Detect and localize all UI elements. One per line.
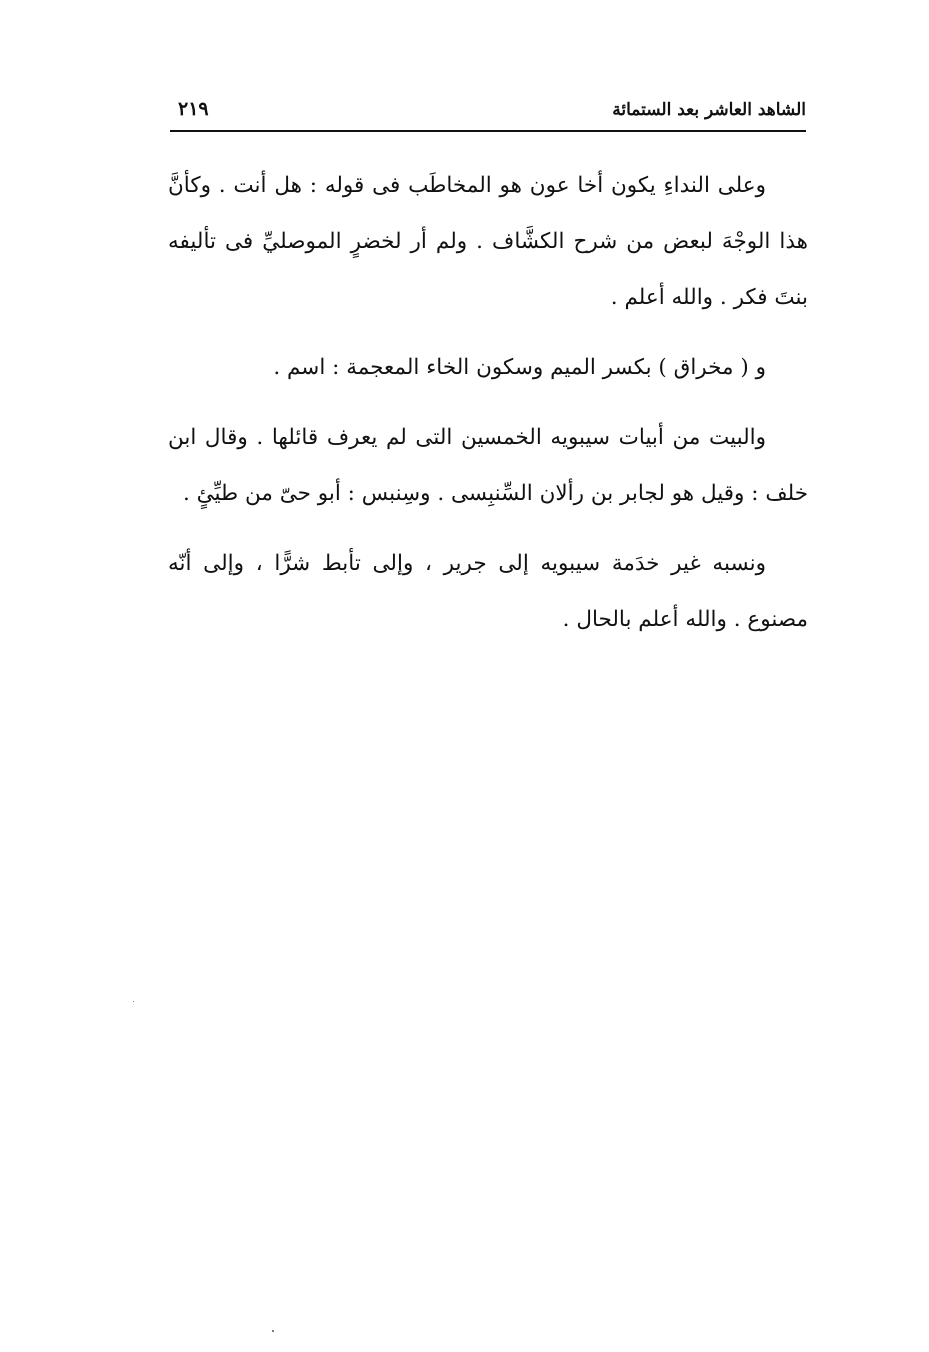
running-header bbox=[170, 96, 806, 132]
body-text bbox=[168, 158, 808, 662]
paragraph-3: والبيت من أبيات سيبويه الخمسين التى لم يعرف قائلها . وقال ابن خلف : وقيل هو لجابر بن رألان السِّنبِسى . وسِنبس : أبو حىّ من طيِّئٍ . bbox=[168, 425, 808, 506]
paragraph-1: وعلى النداءِ يكون أخا عون هو المخاطَب فى قوله : هل أنت . وكأنَّ هذا الوجْهَ لبعض من شرح الكشَّاف . ولم أر لخضرٍ الموصليِّ فى تأليفه بنتَ فكر . والله أعلم . bbox=[168, 173, 808, 310]
running-title: الشاهد العاشر بعد الستمائة bbox=[612, 100, 806, 120]
paragraph-2: و ( مخراق ) بكسر الميم وسكون الخاء المعجمة : اسم . bbox=[273, 355, 766, 380]
page-number: ٢١٩ bbox=[178, 98, 209, 120]
paragraph-4: ونسبه غير خدَمة سيبويه إلى جرير ، وإلى تأبط شرًّا ، وإلى أنّه مصنوع . والله أعلم بالحال . bbox=[168, 551, 808, 632]
scan-speck bbox=[133, 1001, 134, 1002]
scan-speck bbox=[272, 1330, 274, 1332]
